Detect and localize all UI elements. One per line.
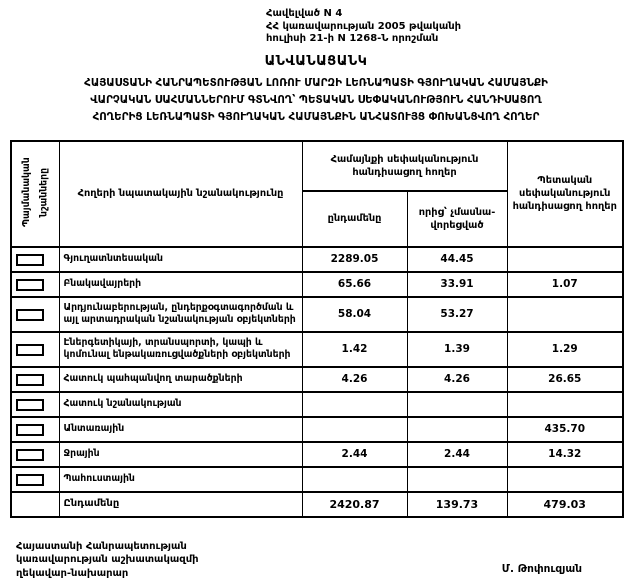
row-label: Բնակավայրերի <box>59 272 302 297</box>
symbol-cell <box>11 367 59 392</box>
header-community-nonprivatized: որից՝ չմասնա-վորեցված <box>407 191 507 246</box>
row-label: Ջրային <box>59 442 302 467</box>
signature-left-line-3: ղեկավար-նախարար <box>16 567 199 580</box>
legend-symbol <box>16 399 44 411</box>
row-label: Անտառային <box>59 417 302 442</box>
legend-symbol <box>16 374 44 386</box>
annex-line-1: Հավելված N 4 <box>266 8 622 21</box>
symbol-cell <box>11 442 59 467</box>
subtitle-line-3: ՀՈՂԵՐԻՑ ԼԵՌՆԱՊԱՏԻ ԳՅՈՒՂԱԿԱՆ ՀԱՄԱՅՆՔԻՆ ԱՆՀԱՏՈՒՅՑ ՓՈԽԱՆՑՎՈՂ ՀՈՂԵՐ <box>10 109 622 126</box>
value-community-nonprivatized: 33.91 <box>407 272 507 297</box>
table-row <box>11 467 623 492</box>
value-community-total: 58.04 <box>302 297 407 332</box>
header-purpose: Հողերի նպատակային նշանակությունը <box>59 141 302 247</box>
header-state: Պետական սեփականություն հանդիսացող հողեր <box>507 141 623 247</box>
legend-symbol <box>16 279 44 291</box>
total-community-total: 2420.87 <box>302 492 407 517</box>
value-state <box>507 247 623 272</box>
signature-name: Մ. Թոփուզյան <box>502 563 582 575</box>
legend-symbol <box>16 424 44 436</box>
total-label: Ընդամենը <box>59 492 302 517</box>
legend-symbol <box>16 344 44 356</box>
signature-left <box>16 540 199 580</box>
value-state <box>507 297 623 332</box>
table-row <box>11 367 623 392</box>
row-label: Հատուկ պահպանվող տարածքների <box>59 367 302 392</box>
symbol-cell-empty <box>11 492 59 517</box>
value-community-nonprivatized: 4.26 <box>407 367 507 392</box>
value-community-total: 4.26 <box>302 367 407 392</box>
legend-symbol <box>16 309 44 321</box>
value-community-total: 1.42 <box>302 332 407 367</box>
value-community-nonprivatized: 1.39 <box>407 332 507 367</box>
row-label: Գյուղատնտեսական <box>59 247 302 272</box>
value-community-total: 2289.05 <box>302 247 407 272</box>
symbol-cell <box>11 392 59 417</box>
legend-symbol <box>16 474 44 486</box>
table-row <box>11 297 623 332</box>
symbol-cell <box>11 297 59 332</box>
annex-line-3: հուլիսի 21-ի N 1268-Ն որոշման <box>266 33 622 46</box>
total-community-nonprivatized: 139.73 <box>407 492 507 517</box>
header-row-top <box>11 141 623 192</box>
land-allocation-table <box>10 140 624 518</box>
value-community-total <box>302 392 407 417</box>
total-row <box>11 492 623 517</box>
row-label: Պահուստային <box>59 467 302 492</box>
value-state: 1.29 <box>507 332 623 367</box>
subtitle-line-2: ՎԱՐՉԱԿԱՆ ՍԱՀՄԱՆՆԵՐՈՒՄ ԳՏՆՎՈՂ՝ ՊԵՏԱԿԱՆ ՍԵՓԱԿԱՆՈՒԹՅՈՒՆ ՀԱՆԴԻՍԱՑՈՂ <box>10 92 622 109</box>
value-community-total <box>302 467 407 492</box>
document-title: ԱՆՎԱՆԱՑԱՆԿ <box>10 54 622 69</box>
signature-left-line-1: Հայաստանի Հանրապետության <box>16 540 199 554</box>
document-subtitle <box>10 75 622 126</box>
table-row <box>11 442 623 467</box>
value-state <box>507 467 623 492</box>
table-row <box>11 247 623 272</box>
signature-left-line-2: կառավարության աշխատակազմի <box>16 553 199 567</box>
table-row <box>11 332 623 367</box>
header-symbols-vertical-label: Պայմանական նշանները <box>18 144 53 240</box>
value-community-nonprivatized: 2.44 <box>407 442 507 467</box>
value-state <box>507 392 623 417</box>
value-community-nonprivatized <box>407 417 507 442</box>
symbol-cell <box>11 467 59 492</box>
annex-line-2: ՀՀ կառավարության 2005 թվականի <box>266 21 622 34</box>
value-community-total: 2.44 <box>302 442 407 467</box>
legend-symbol <box>16 254 44 266</box>
table-row <box>11 417 623 442</box>
symbol-cell <box>11 332 59 367</box>
value-community-nonprivatized: 44.45 <box>407 247 507 272</box>
value-state: 26.65 <box>507 367 623 392</box>
symbol-cell <box>11 417 59 442</box>
subtitle-line-1: ՀԱՅԱՍՏԱՆԻ ՀԱՆՐԱՊԵՏՈՒԹՅԱՆ ԼՈՌՈՒ ՄԱՐԶԻ ԼԵՌՆԱՊԱՏԻ ԳՅՈՒՂԱԿԱՆ ՀԱՄԱՅՆՔԻ <box>10 75 622 92</box>
header-community-total: ընդամենը <box>302 191 407 246</box>
total-state: 479.03 <box>507 492 623 517</box>
legend-symbol <box>16 449 44 461</box>
header-community-group: Համայնքի սեփականություն հանդիսացող հողեր <box>302 141 507 192</box>
value-community-nonprivatized <box>407 392 507 417</box>
value-state: 435.70 <box>507 417 623 442</box>
row-label: Հատուկ նշանակության <box>59 392 302 417</box>
table-row <box>11 272 623 297</box>
value-community-total <box>302 417 407 442</box>
symbol-cell <box>11 247 59 272</box>
value-community-nonprivatized <box>407 467 507 492</box>
signature-block <box>10 540 622 580</box>
value-state: 14.32 <box>507 442 623 467</box>
value-community-total: 65.66 <box>302 272 407 297</box>
symbol-cell <box>11 272 59 297</box>
row-label: Արդյունաբերության, ընդերքօգտագործման և այլ արտադրական նշանակության օբյեկտների <box>59 297 302 332</box>
table-row <box>11 392 623 417</box>
value-community-nonprivatized: 53.27 <box>407 297 507 332</box>
row-label: Էներգետիկայի, տրանսպորտի, կապի և կոմունալ ենթակառուցվածքների օբյեկտների <box>59 332 302 367</box>
header-symbols <box>11 141 59 247</box>
annex-reference <box>266 8 622 46</box>
value-state: 1.07 <box>507 272 623 297</box>
